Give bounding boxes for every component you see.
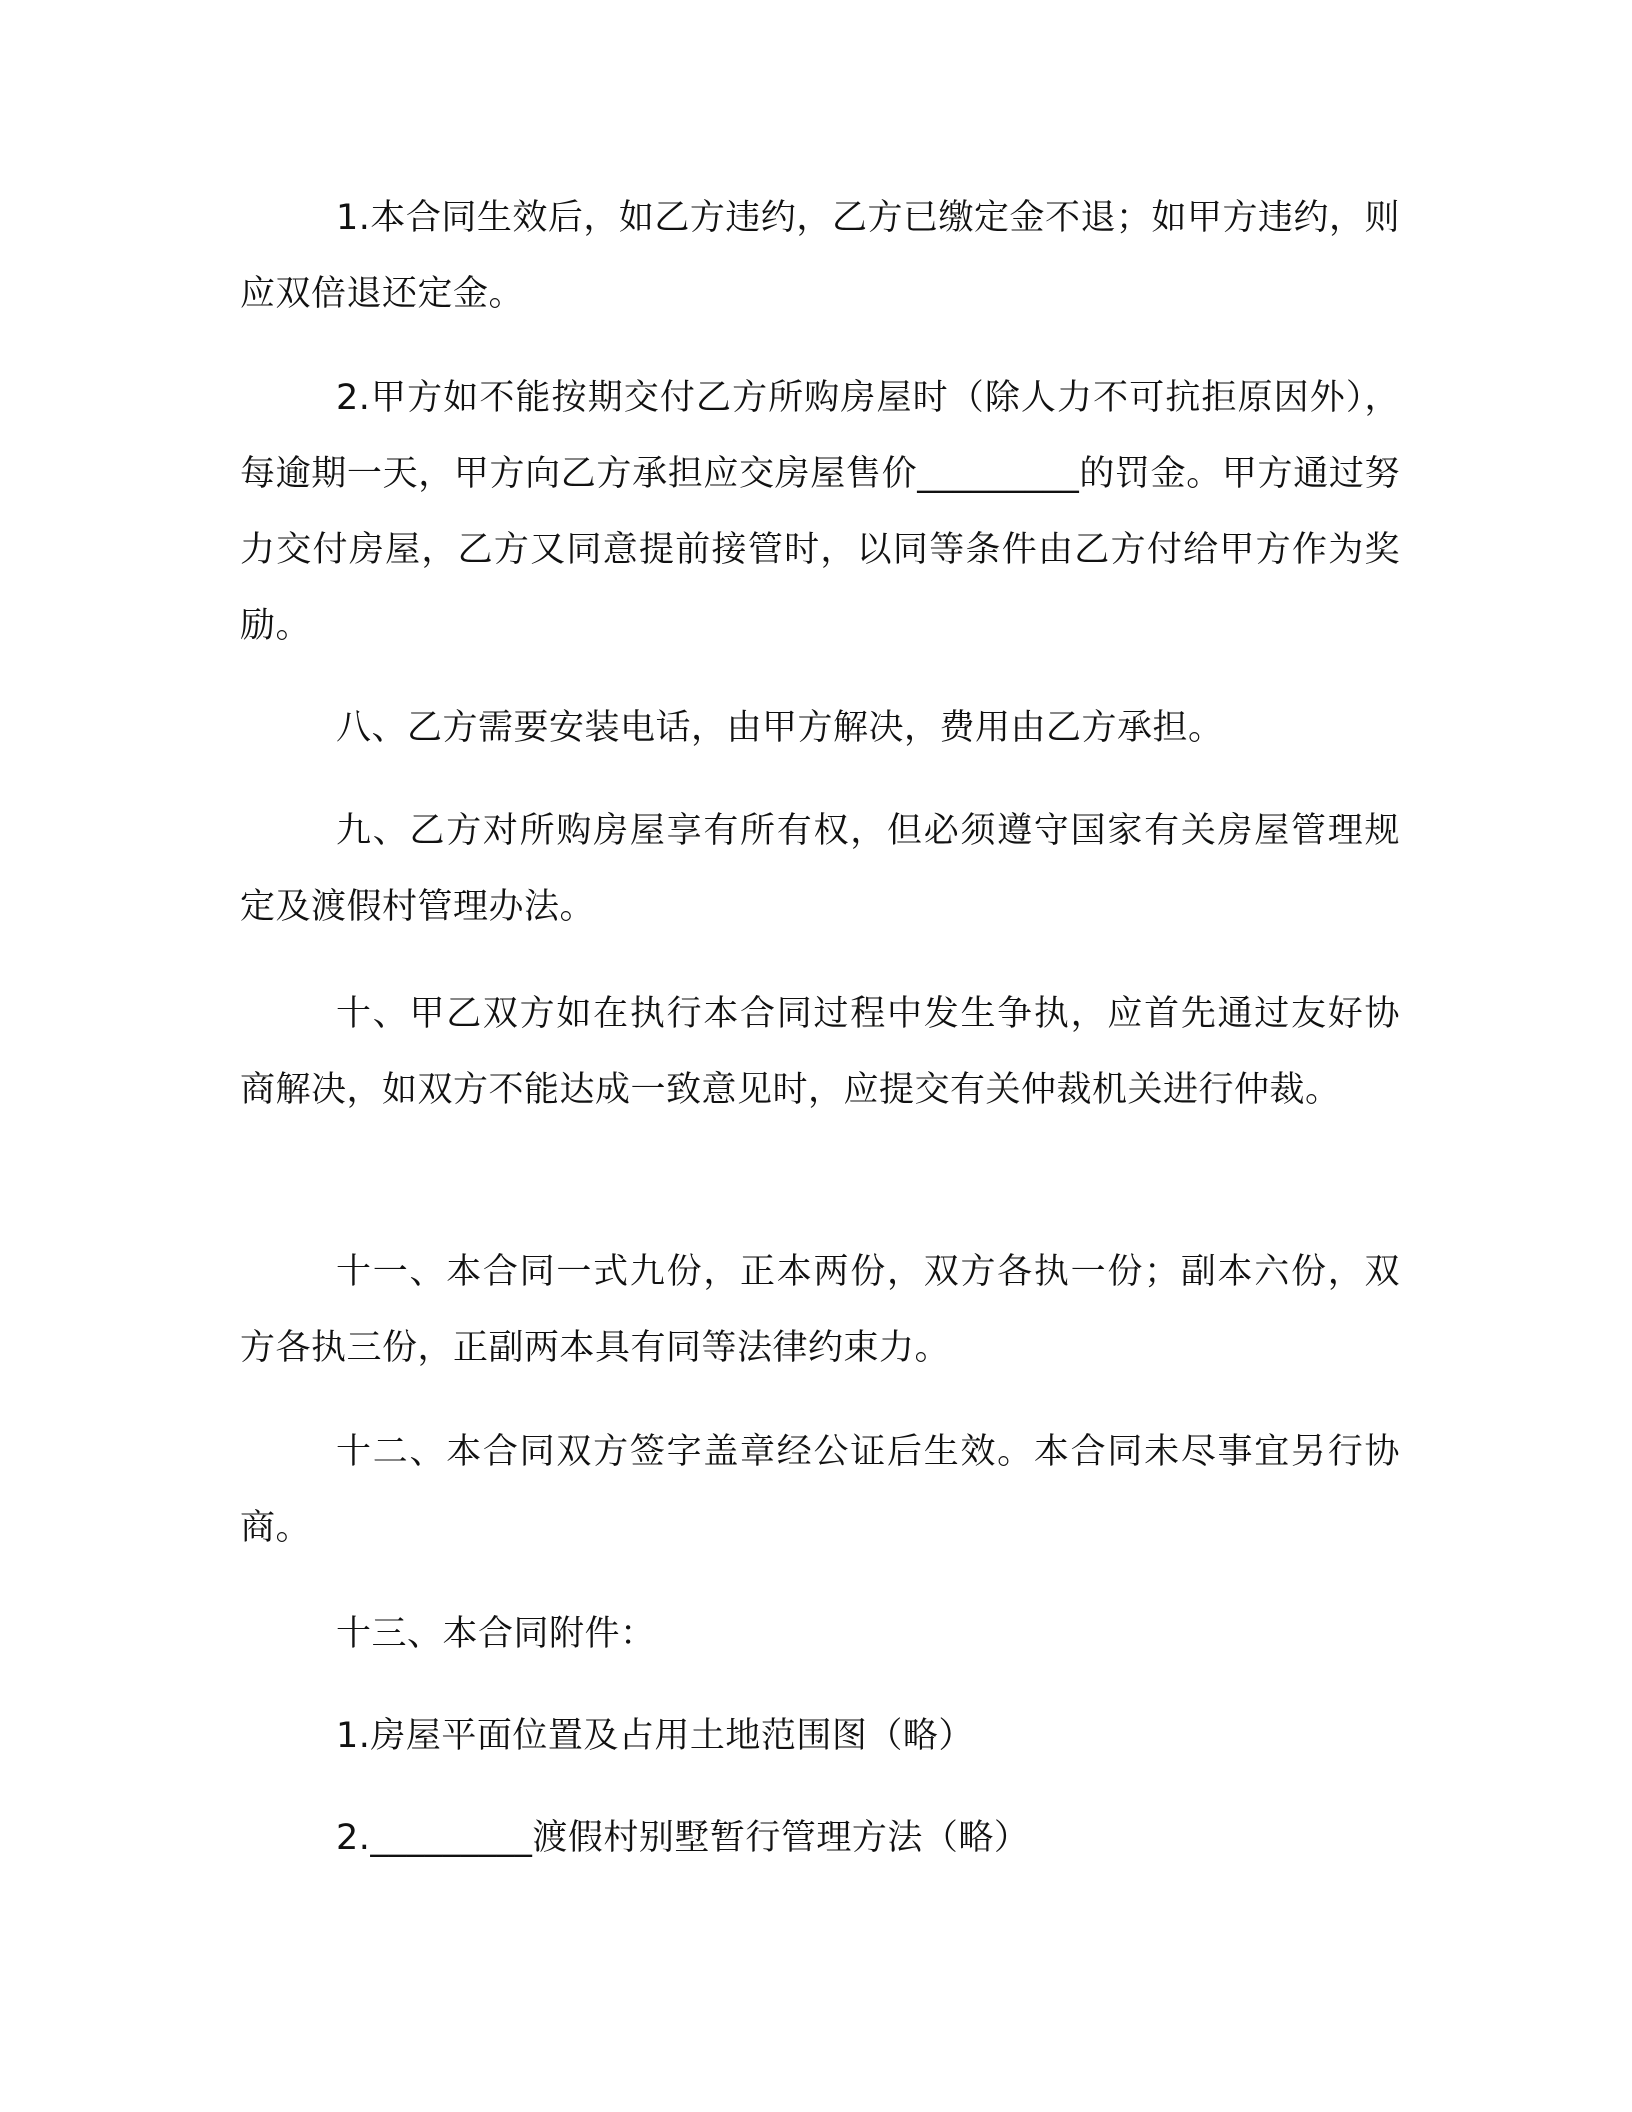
clause-eight-telephone: 八、乙方需要安装电话，由甲方解决，费用由乙方承担。	[336, 708, 1224, 748]
clause-late-delivery-penalty: 2.甲方如不能按期交付乙方所购房屋时（除人力不可抗拒原因外），每逾期一天，甲方向乙方承担应交房屋售价_________的罚金。甲方通过努力交付房屋，乙方又同意提前接管时，以同等条件由乙方付给甲方作为奖励。	[240, 378, 1400, 646]
attachment-one: 1.房屋平面位置及占用土地范围图（略）	[336, 1716, 974, 1756]
clause-nine-ownership: 九、乙方对所购房屋享有所有权，但必须遵守国家有关房屋管理规定及渡假村管理办法。	[240, 811, 1400, 927]
clause-twelve-effectiveness: 十二、本合同双方签字盖章经公证后生效。本合同未尽事宜另行协商。	[240, 1432, 1400, 1548]
clause-deposit-breach: 1.本合同生效后，如乙方违约，乙方已缴定金不退；如甲方违约，则应双倍退还定金。	[240, 198, 1400, 314]
clause-thirteen-attachments: 十三、本合同附件：	[336, 1614, 656, 1654]
clause-eleven-copies: 十一、本合同一式九份，正本两份，双方各执一份；副本六份，双方各执三份，正副两本具有同等法律约束力。	[240, 1252, 1400, 1368]
attachment-two: 2._________渡假村别墅暂行管理方法（略）	[336, 1818, 1030, 1858]
clause-ten-disputes: 十、甲乙双方如在执行本合同过程中发生争执，应首先通过友好协商解决，如双方不能达成一致意见时，应提交有关仲裁机关进行仲裁。	[240, 994, 1400, 1110]
